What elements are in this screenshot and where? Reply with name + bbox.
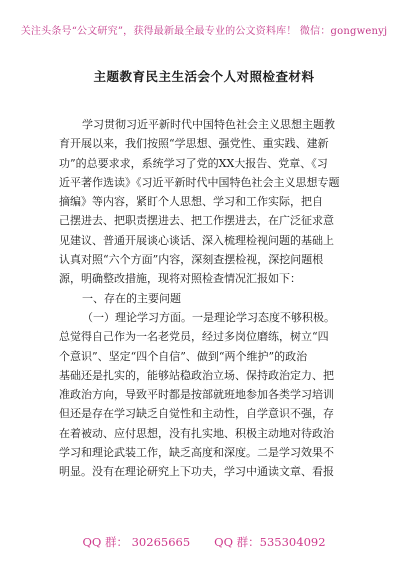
document-body [59,115,349,482]
section-heading: 一、存在的主要问题 [82,291,181,305]
body-line: 在着被动、应付思想，没有扎实地、积极主动地对待政治 [59,426,334,440]
body-line: 源，明确整改措施，现将对照检查情况汇报如下： [59,272,301,286]
body-line: 准政治方向，导致平时都是按部就班地参加各类学习培训 [59,388,334,402]
body-line: 总觉得自己作为一名老党员，经过多岗位磨练，树立“四 [59,330,329,344]
document-title: 主题教育民主生活会个人对照检查材料 [93,69,315,84]
body-line: （一）理论学习方面。一是理论学习态度不够积极。 [82,310,335,324]
body-line: 个意识”、坚定“四个自信”、做到“两个维护”的政治 [59,349,308,363]
body-line: 学习和理论武装工作，缺乏高度和深度。二是学习效果不 [59,446,334,460]
body-line: 基础还是扎实的，能够站稳政治立场、保持政治定力、把 [59,368,334,382]
body-line: 己摆进去、把职责摆进去、把工作摆进去，在广泛征求意 [59,214,334,228]
body-line: 见建议、普通开展谈心谈话、深入梳理检视问题的基础上 [59,233,334,247]
body-line: 功”的总要求求，系统学习了党的XX大报告、党章、《习 [59,156,328,170]
body-line: 近平著作选读》《习近平新时代中国特色社会主义思想专题 [59,175,340,189]
footer-contact [0,534,408,550]
body-line: 学习贯彻习近平新时代中国特色社会主义思想主题教 [82,118,335,131]
body-line: 育开展以来，我们按照“学思想、强党性、重实践、建新 [59,137,329,151]
header-note: 关注头条号“公文研究”，获得最新最全最专业的公文资料库！ 微信：gongwenyj [20,26,388,37]
body-line: 摘编》等内容，紧盯个人思想、学习和工作实际，把自 [59,195,323,209]
footer-qq-group-1: QQ 群： 30265665 [82,535,191,549]
footer-qq-group-2: QQ 群：535304092 [214,535,326,549]
body-line: 明显。没有在理论研究上下功夫，学习中通读文章、看报 [59,465,334,479]
body-line: 但还是存在学习缺乏自觉性和主动性，自学意识不强，存 [59,407,334,421]
body-line: 认真对照“六个方面”内容，深刻查摆检视，深挖问题根 [59,253,324,267]
